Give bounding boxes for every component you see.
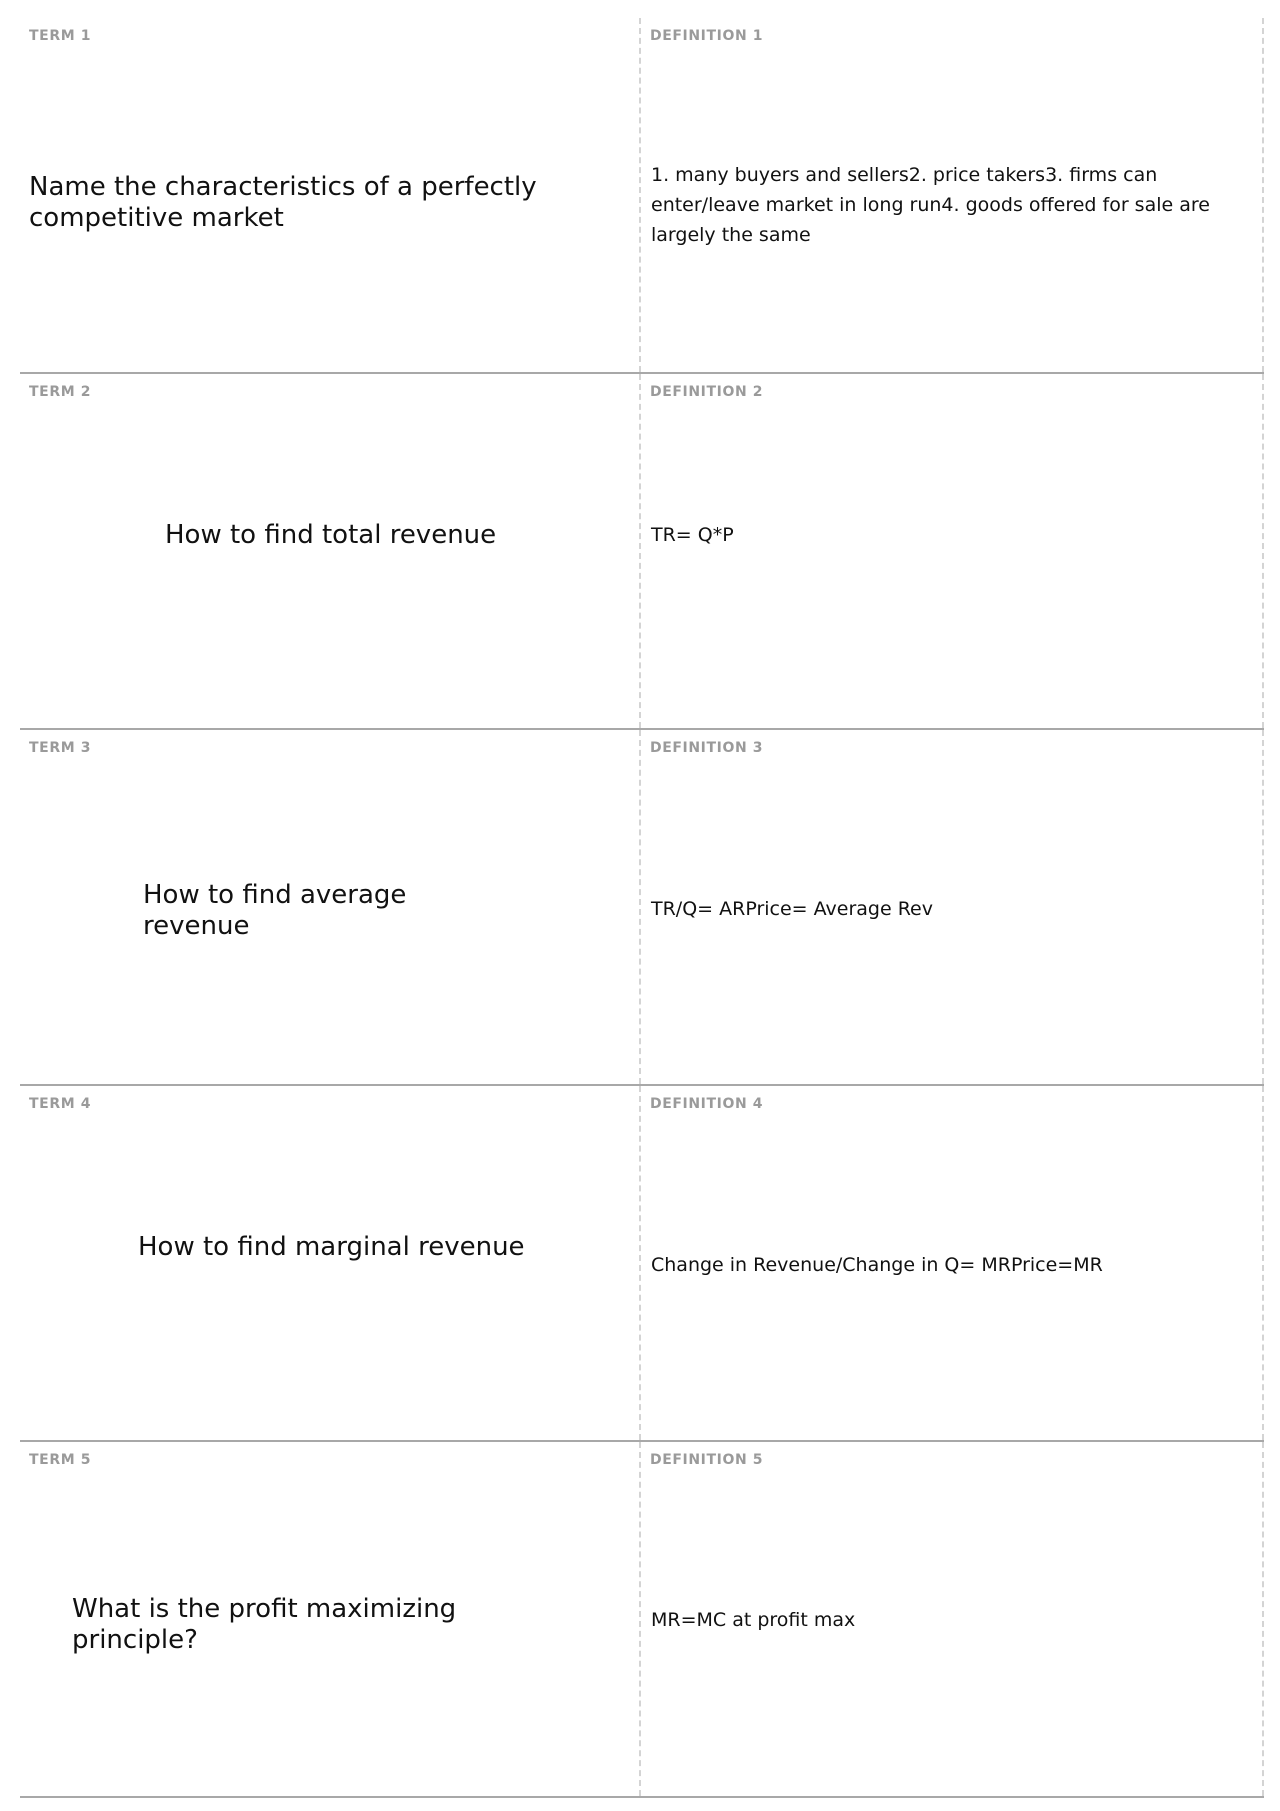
flashcard-row — [20, 374, 1264, 730]
definition-cell — [641, 1086, 1264, 1440]
definition-label: DEFINITION 3 — [650, 740, 764, 756]
term-cell — [20, 18, 641, 372]
flashcard-row — [20, 730, 1264, 1086]
term-cell — [20, 1086, 641, 1440]
term-cell — [20, 374, 641, 728]
term-text: How to find average revenue — [143, 880, 407, 941]
term-cell — [20, 1442, 641, 1796]
definition-cell — [641, 730, 1264, 1084]
flashcard-sheet — [20, 18, 1264, 1800]
term-text: How to find marginal revenue — [138, 1232, 525, 1262]
definition-text: TR/Q= ARPrice= Average Rev — [651, 898, 933, 920]
definition-text: Change in Revenue/Change in Q= MRPrice=MR — [651, 1254, 1103, 1276]
definition-label: DEFINITION 1 — [650, 28, 764, 44]
flashcard-row — [20, 18, 1264, 374]
definition-label: DEFINITION 5 — [650, 1452, 764, 1468]
term-cell — [20, 730, 641, 1084]
definition-text: TR= Q*P — [651, 524, 734, 546]
definition-cell — [641, 374, 1264, 728]
term-label: TERM 1 — [29, 28, 92, 44]
definition-text: 1. many buyers and sellers2. price takers3. firms can enter/leave market in long run4. goods offered for sale are largely the same — [651, 164, 1210, 246]
term-text: How to find total revenue — [165, 520, 497, 550]
definition-label: DEFINITION 4 — [650, 1096, 764, 1112]
flashcard-row — [20, 1442, 1264, 1798]
definition-label: DEFINITION 2 — [650, 384, 764, 400]
term-label: TERM 2 — [29, 384, 92, 400]
term-label: TERM 5 — [29, 1452, 92, 1468]
definition-text: MR=MC at profit max — [651, 1609, 856, 1631]
definition-cell — [641, 1442, 1264, 1796]
term-text: What is the profit maximizing principle? — [72, 1594, 457, 1655]
term-label: TERM 4 — [29, 1096, 92, 1112]
flashcard-row — [20, 1086, 1264, 1442]
term-label: TERM 3 — [29, 740, 92, 756]
definition-cell — [641, 18, 1264, 372]
term-text: Name the characteristics of a perfectly competitive market — [29, 172, 537, 233]
